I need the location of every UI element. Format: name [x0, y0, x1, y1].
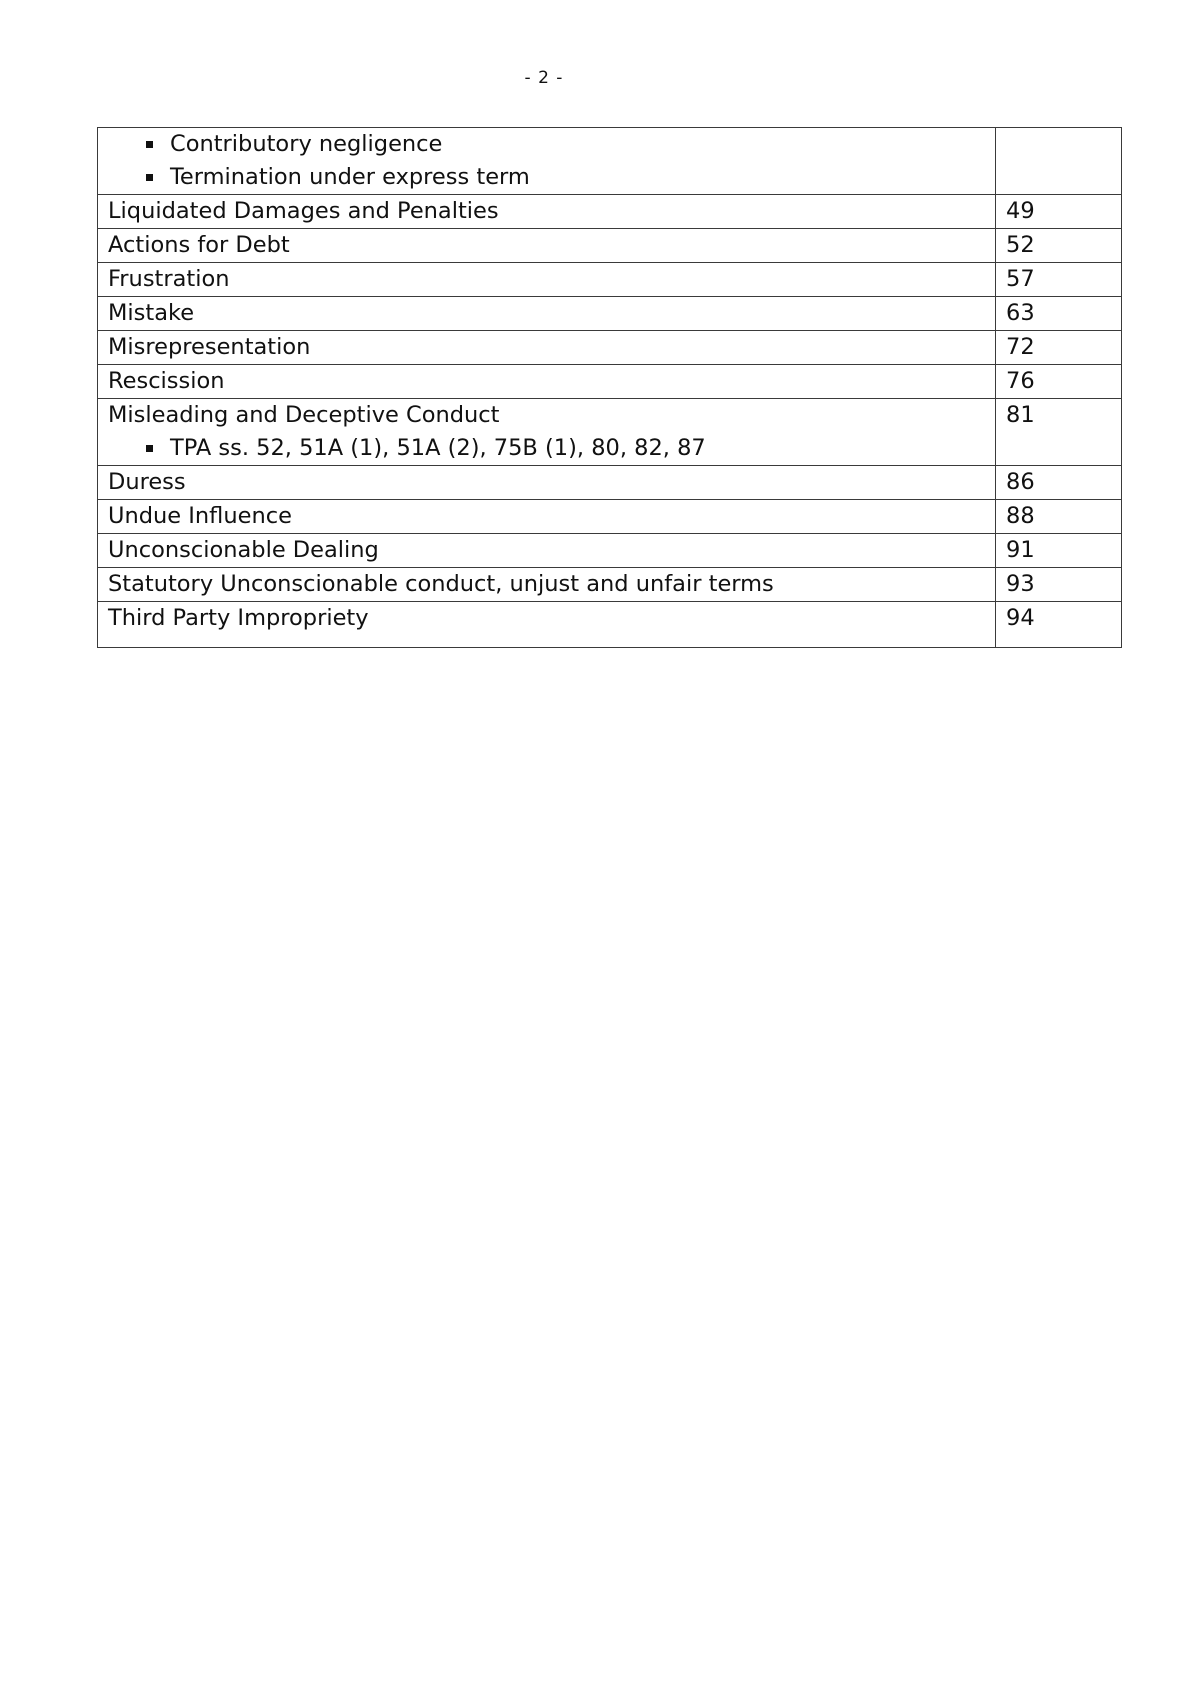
toc-title-cell [98, 500, 996, 534]
toc-page-number: 76 [996, 365, 1122, 399]
toc-title-cell [98, 602, 996, 648]
toc-entry-title: Unconscionable Dealing [108, 537, 379, 563]
toc-sublist [108, 128, 985, 194]
toc-entry-title: Duress [108, 469, 186, 495]
toc-page-number: 52 [996, 229, 1122, 263]
toc-row [98, 399, 1122, 466]
toc-page-number: 91 [996, 534, 1122, 568]
toc-page-number: 57 [996, 263, 1122, 297]
toc-page-number: 49 [996, 195, 1122, 229]
toc-entry-title: Mistake [108, 300, 195, 326]
toc-page-number: 88 [996, 500, 1122, 534]
toc-entry-title: Liquidated Damages and Penalties [108, 198, 499, 224]
toc-title-cell [98, 195, 996, 229]
toc-row [98, 229, 1122, 263]
toc-subitem-text: TPA ss. 52, 51A (1), 51A (2), 75B (1), 80, 82, 87 [170, 435, 706, 461]
toc-entry-title: Actions for Debt [108, 232, 290, 258]
toc-row [98, 466, 1122, 500]
toc-row [98, 365, 1122, 399]
toc-title-cell [98, 263, 996, 297]
toc-title-cell [98, 568, 996, 602]
toc-subitem-text: Termination under express term [170, 164, 530, 190]
toc-title-cell [98, 466, 996, 500]
toc-page-number: 63 [996, 297, 1122, 331]
toc-sublist [108, 432, 985, 465]
toc-page-number: 86 [996, 466, 1122, 500]
toc-title-cell [98, 229, 996, 263]
toc-row [98, 500, 1122, 534]
toc-page-number [996, 128, 1122, 195]
toc-page-number: 72 [996, 331, 1122, 365]
toc-row [98, 331, 1122, 365]
toc-entry-title: Frustration [108, 266, 230, 292]
toc-row [98, 568, 1122, 602]
toc-page-number: 81 [996, 399, 1122, 466]
toc-row [98, 263, 1122, 297]
toc-entry-title: Rescission [108, 368, 225, 394]
table-of-contents [97, 127, 1122, 648]
toc-subitem-text: Contributory negligence [170, 131, 443, 157]
toc-row [98, 534, 1122, 568]
square-bullet-icon [146, 174, 153, 181]
toc-entry-title: Misleading and Deceptive Conduct [108, 402, 500, 428]
page-number: - 2 - [524, 68, 564, 88]
toc-entry-title: Undue Influence [108, 503, 292, 529]
toc-body [98, 128, 1122, 648]
toc-title-cell [98, 365, 996, 399]
toc-subitem [108, 161, 985, 194]
toc-page-number: 93 [996, 568, 1122, 602]
toc-subitem [108, 128, 985, 161]
toc-row [98, 195, 1122, 229]
toc-row [98, 602, 1122, 648]
square-bullet-icon [146, 141, 153, 148]
toc-title-cell [98, 534, 996, 568]
toc-row [98, 297, 1122, 331]
toc-entry-title: Statutory Unconscionable conduct, unjust and unfair terms [108, 571, 774, 597]
square-bullet-icon [146, 445, 153, 452]
toc-title-cell [98, 297, 996, 331]
toc-title-cell [98, 331, 996, 365]
toc-subitem [108, 432, 985, 465]
toc-title-cell [98, 128, 996, 195]
toc-row [98, 128, 1122, 195]
toc-title-cell [98, 399, 996, 466]
toc-entry-title: Third Party Impropriety [108, 605, 369, 631]
toc-entry-title: Misrepresentation [108, 334, 311, 360]
toc-page-number: 94 [996, 602, 1122, 648]
